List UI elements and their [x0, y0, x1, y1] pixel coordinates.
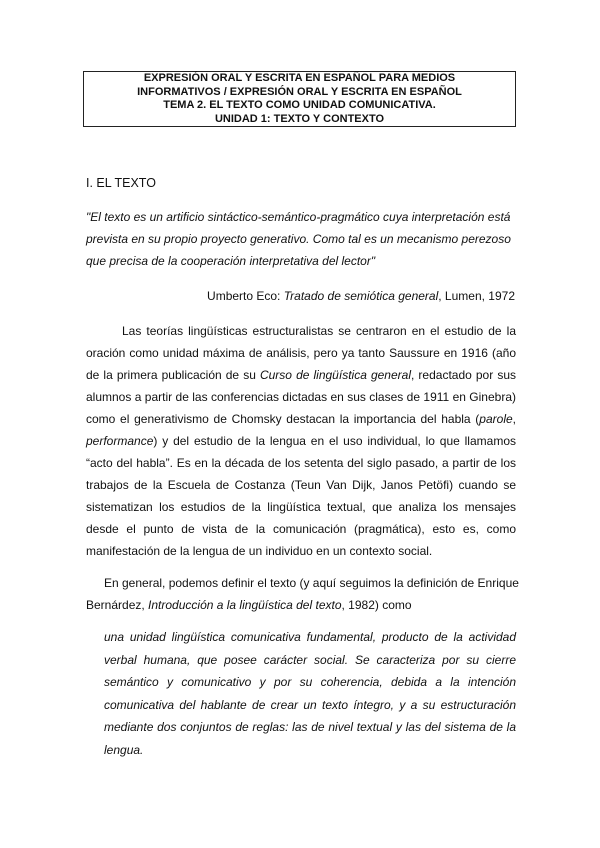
paragraph-line: trabajos de la Escuela de Costanza (Teun Van Dijk, Janos Petöfi) cuando se: [86, 478, 516, 492]
text-run: como el generativismo de Chomsky destacan la importancia del habla (: [86, 412, 480, 426]
epigraph-quote: [86, 206, 526, 272]
paragraph-line: Las teorías lingüísticas estructuralistas se centraron en el estudio de la: [122, 324, 516, 338]
definition-line: comunicativa del hablante de crear un texto íntegro, y a su estructuración: [104, 697, 516, 712]
paragraph-line: oración como unidad máxima de análisis, pero ya tanto Saussure en 1916 (año: [86, 346, 516, 360]
definition-line: semántico y comunicativo y por su coherencia, debida a la intención: [104, 675, 516, 689]
definition-line: una unidad lingüística comunicativa fundamental, producto de la actividad: [104, 630, 516, 644]
header-line-2: INFORMATIVOS / EXPRESIÓN ORAL Y ESCRITA EN ESPAÑOL: [137, 85, 462, 98]
citation-publisher: , Lumen, 1972: [438, 289, 515, 303]
definition-line: mediante dos conjuntos de reglas: las de nivel textual y las del sistema de la: [104, 720, 516, 734]
paragraph-line: [86, 364, 516, 386]
definition-line: verbal humana, que posee carácter social. Se caracteriza por su cierre: [104, 652, 516, 667]
document-header-box: [83, 71, 516, 127]
paragraph-line: [86, 430, 516, 452]
header-line-1: EXPRESIÓN ORAL Y ESCRITA EN ESPAÑOL PARA MEDIOS: [143, 72, 456, 84]
text-run: Bernárdez,: [86, 598, 149, 612]
header-line-3: TEMA 2. EL TEXTO COMO UNIDAD COMUNICATIVA.: [163, 99, 436, 111]
definition-line: lengua.: [104, 742, 144, 757]
paragraph-line: En general, podemos definir el texto (y aquí seguimos la definición de Enrique: [104, 576, 519, 590]
text-run: ) y del estudio de la lengua en el uso individual, lo que llamamos: [153, 434, 516, 448]
text-run: ,: [512, 412, 516, 426]
text-run: , redactado por sus: [411, 368, 516, 382]
paragraph-line: manifestación de la lengua de un individuo en un contexto social.: [86, 544, 433, 558]
citation-work: Tratado de semiótica general: [283, 289, 439, 303]
section-title: I. EL TEXTO: [86, 176, 156, 190]
epigraph-line-2: prevista en su propio proyecto generativo. Como tal es un mecanismo perezoso: [86, 232, 511, 246]
paragraph-line: sistematizan los estudios de la lingüística textual, que analiza los mensajes: [86, 500, 516, 514]
paragraph-structuralism: [86, 320, 516, 562]
term-italic: performance: [86, 434, 154, 448]
epigraph-line-1: "El texto es un artificio sintáctico-semántico-pragmático cuya interpretación está: [86, 210, 511, 224]
book-title: Curso de lingüística general: [259, 368, 411, 382]
term-italic: parole: [479, 412, 513, 426]
paragraph-line: [86, 594, 516, 616]
paragraph-line: alumnos a partir de las conferencias dictadas en sus clases de 1911 en Ginebra): [86, 390, 516, 404]
epigraph-citation: [207, 289, 515, 303]
paragraph-line: “acto del habla”. Es en la década de los setenta del siglo pasado, a partir de los: [86, 456, 516, 470]
header-line-4: UNIDAD 1: TEXTO Y CONTEXTO: [214, 112, 385, 125]
text-run: , 1982) como: [341, 598, 412, 612]
paragraph-definition-intro: [86, 572, 519, 616]
paragraph-line: [86, 408, 516, 430]
epigraph-line-3: que precisa de la cooperación interpretativa del lector": [86, 254, 376, 268]
definition-blockquote: [104, 626, 516, 761]
book-title: Introducción a la lingüística del texto: [148, 598, 342, 612]
citation-author: Umberto Eco:: [207, 289, 284, 303]
text-run: de la primera publicación de su: [86, 368, 260, 382]
paragraph-line: desde el punto de vista de la comunicación (pragmática), esto es, como: [86, 522, 516, 536]
